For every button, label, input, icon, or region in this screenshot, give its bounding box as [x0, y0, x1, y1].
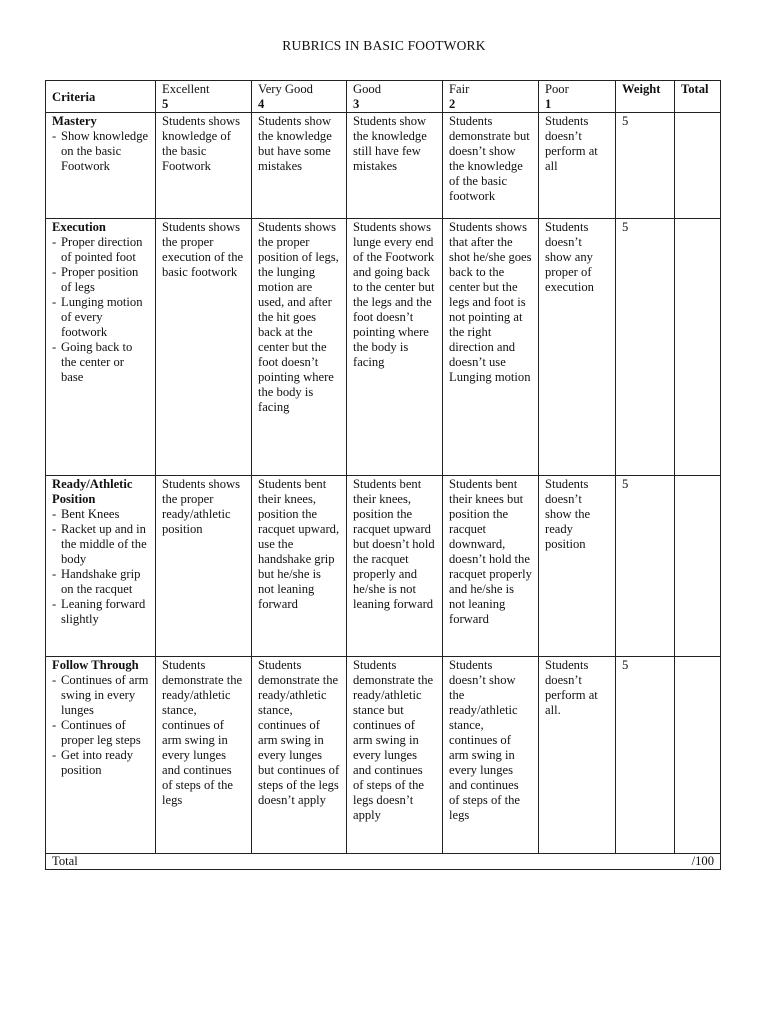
criteria-item: - Going back to the center or base [52, 340, 149, 385]
descriptor-cell: Students demonstrate the ready/athletic stance, continues of arm swing in every lunges but continues of steps of the legs doesn’t apply [252, 657, 347, 854]
level-score: 2 [449, 97, 456, 111]
criteria-cell [46, 113, 156, 219]
level-header-poor [539, 81, 616, 113]
total-value: /100 [675, 854, 721, 870]
criteria-row [46, 113, 721, 219]
criteria-cell [46, 657, 156, 854]
criteria-name: Execution [52, 220, 106, 234]
level-score: 5 [162, 97, 169, 111]
descriptor-cell: Students doesn’t perform at all. [539, 657, 616, 854]
descriptor-cell: Students doesn’t show the ready/athletic stance, continues of arm swing in every lunges and continues of steps of the legs [443, 657, 539, 854]
total-cell [675, 657, 721, 854]
criteria-item: - Proper direction of pointed foot [52, 235, 149, 265]
criteria-item: - Continues of arm swing in every lunges [52, 673, 149, 718]
criteria-row [46, 476, 721, 657]
level-label: Excellent [162, 82, 210, 96]
level-label: Fair [449, 82, 470, 96]
criteria-item: - Get into ready position [52, 748, 149, 778]
total-label: Total [46, 854, 675, 870]
weight-cell: 5 [616, 219, 675, 476]
criteria-item: - Handshake grip on the racquet [52, 567, 149, 597]
criteria-item-list [52, 673, 149, 778]
level-header-fair [443, 81, 539, 113]
descriptor-cell: Students doesn’t show any proper of execution [539, 219, 616, 476]
level-score: 1 [545, 97, 552, 111]
level-header-good [347, 81, 443, 113]
weight-cell: 5 [616, 113, 675, 219]
total-row [46, 854, 721, 870]
criteria-name: Follow Through [52, 658, 139, 672]
descriptor-cell: Students shows the proper ready/athletic position [156, 476, 252, 657]
descriptor-cell: Students show the knowledge but have some mistakes [252, 113, 347, 219]
criteria-item: - Show knowledge on the basic Footwork [52, 129, 149, 174]
level-header-excellent [156, 81, 252, 113]
descriptor-cell: Students doesn’t show the ready position [539, 476, 616, 657]
criteria-item: - Proper position of legs [52, 265, 149, 295]
criteria-item-list [52, 507, 149, 627]
criteria-item: - Leaning forward slightly [52, 597, 149, 627]
weight-cell: 5 [616, 657, 675, 854]
descriptor-cell: Students show the knowledge still have few mistakes [347, 113, 443, 219]
criteria-name: Mastery [52, 114, 97, 128]
weight-header: Weight [616, 81, 675, 113]
descriptor-cell: Students doesn’t perform at all [539, 113, 616, 219]
criteria-item: - Racket up and in the middle of the body [52, 522, 149, 567]
total-cell [675, 113, 721, 219]
descriptor-cell: Students shows the proper position of legs, the lunging motion are used, and after the hit goes back at the center but the foot doesn’t pointing where the body is facing [252, 219, 347, 476]
descriptor-cell: Students demonstrate the ready/athletic stance but continues of arm swing in every lunges and continues of steps of the legs doesn’t apply [347, 657, 443, 854]
criteria-item-list [52, 235, 149, 385]
descriptor-cell: Students shows knowledge of the basic Footwork [156, 113, 252, 219]
criteria-item-list [52, 129, 149, 174]
level-score: 3 [353, 97, 360, 111]
level-header-very-good [252, 81, 347, 113]
criteria-cell [46, 476, 156, 657]
descriptor-cell: Students bent their knees but position the racquet downward, doesn’t hold the racquet properly and he/she is not leaning forward [443, 476, 539, 657]
descriptor-cell: Students demonstrate the ready/athletic stance, continues of arm swing in every lunges and continues of steps of the legs [156, 657, 252, 854]
total-header: Total [675, 81, 721, 113]
descriptor-cell: Students shows the proper execution of the basic footwork [156, 219, 252, 476]
criteria-item: - Lunging motion of every footwork [52, 295, 149, 340]
criteria-cell [46, 219, 156, 476]
total-cell [675, 476, 721, 657]
level-score: 4 [258, 97, 265, 111]
level-label: Very Good [258, 82, 313, 96]
criteria-item: - Bent Knees [52, 507, 149, 522]
document-title: RUBRICS IN BASIC FOOTWORK [282, 38, 486, 53]
total-cell [675, 219, 721, 476]
criteria-item: - Continues of proper leg steps [52, 718, 149, 748]
weight-cell: 5 [616, 476, 675, 657]
criteria-row [46, 657, 721, 854]
criteria-header: Criteria [46, 81, 156, 113]
rubric-table [45, 80, 721, 870]
descriptor-cell: Students bent their knees, position the racquet upward but doesn’t hold the racquet properly and he/she is not leaning forward [347, 476, 443, 657]
descriptor-cell: Students shows that after the shot he/she goes back to the center but the legs and foot is not pointing at the right direction and doesn’t use Lunging motion [443, 219, 539, 476]
descriptor-cell: Students bent their knees, position the racquet upward, use the handshake grip but he/she is not leaning forward [252, 476, 347, 657]
level-label: Good [353, 82, 381, 96]
level-label: Poor [545, 82, 569, 96]
criteria-name: Ready/Athletic Position [52, 477, 133, 506]
descriptor-cell: Students demonstrate but doesn’t show the knowledge of the basic footwork [443, 113, 539, 219]
header-row [46, 81, 721, 113]
criteria-row [46, 219, 721, 476]
descriptor-cell: Students shows lunge every end of the Footwork and going back to the center but the legs and the foot doesn’t pointing where the body is facing [347, 219, 443, 476]
